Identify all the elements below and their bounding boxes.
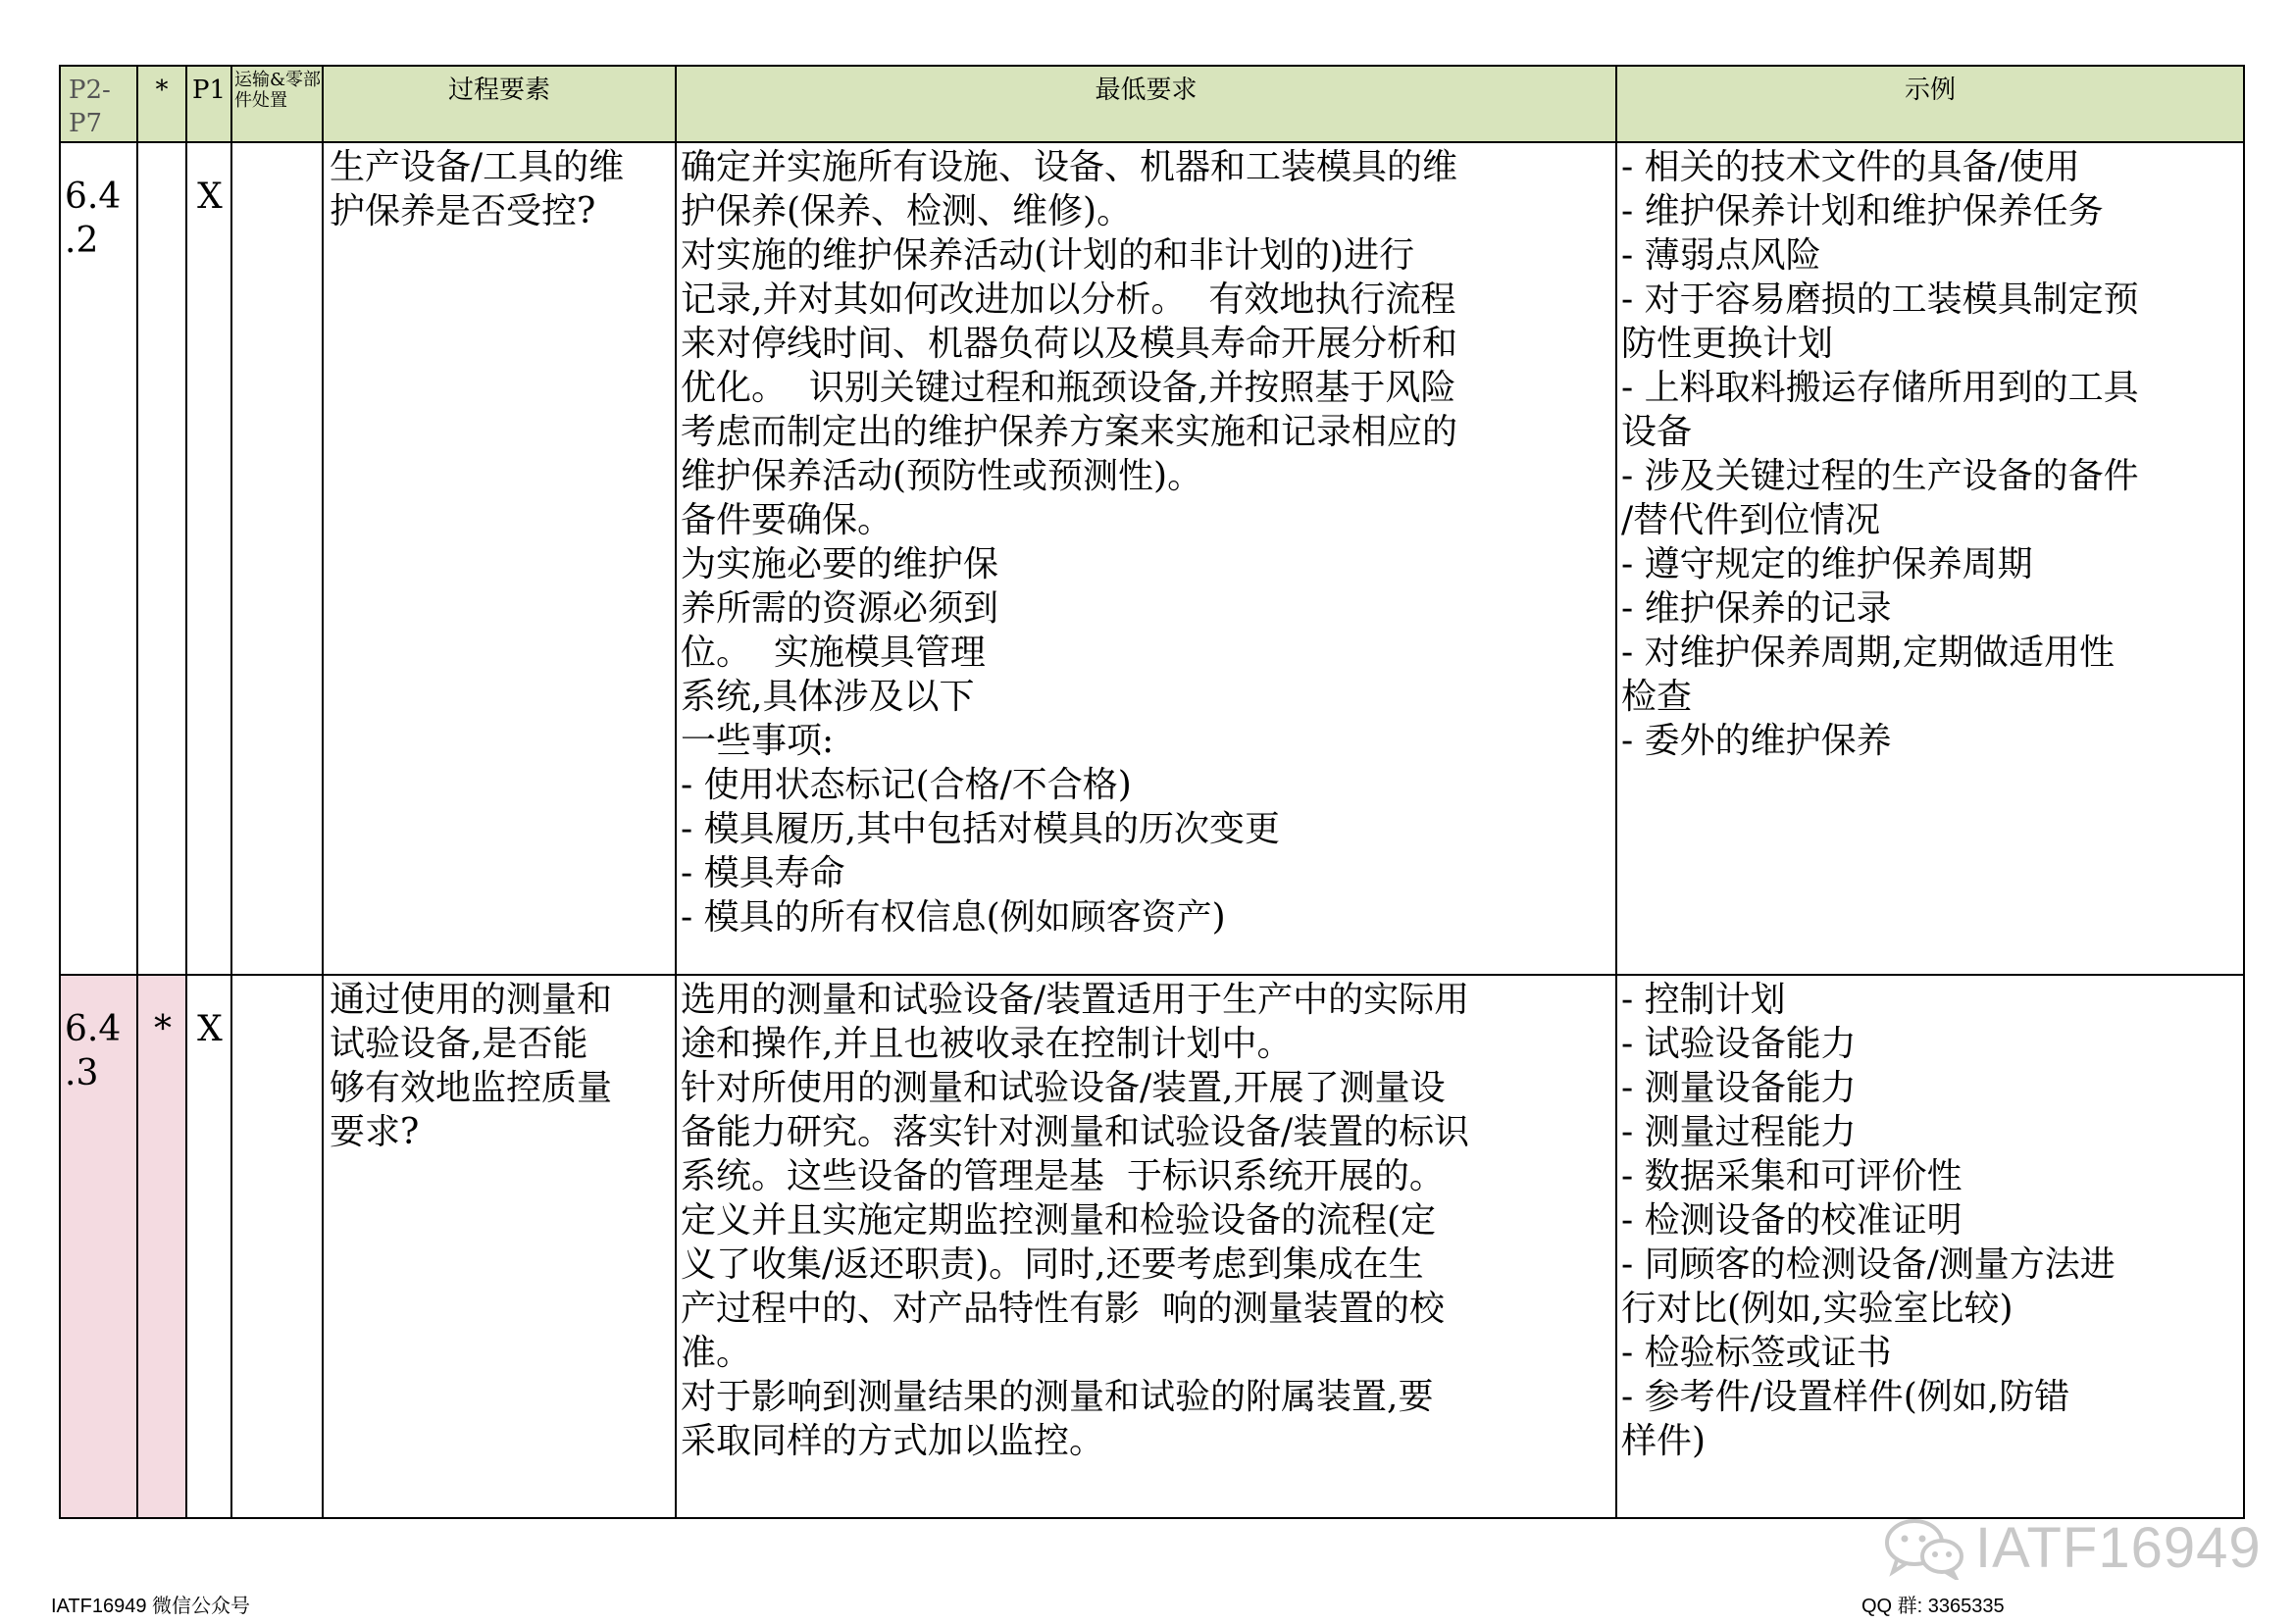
row-star: * bbox=[137, 975, 186, 1518]
row-min-requirements: 选用的测量和试验设备/装置适用于生产中的实际用 途和操作,并且也被收录在控制计划中。 针对所使用的测量和试验设备/装置,开展了测量设 备能力研究。落实针对测量和试验设备/装置的标识 系统。这些设备的管理是基 于标识系统开展的。 定义并且实施定期监控测量和检验设备的流程(定 义了收集/返还职责)。同时,还要考虑到集成在生 产过程中的、对产品特性有影 响的测量装置的校 准。 对于影响到测量结果的测量和试验的附属装置,要 采取同样的方式加以监控。 bbox=[676, 975, 1616, 1518]
header-examples: 示例 bbox=[1616, 66, 2244, 142]
requirements-table bbox=[59, 65, 2245, 1519]
header-star: * bbox=[137, 66, 186, 142]
row-transport bbox=[231, 975, 323, 1518]
watermark bbox=[1883, 1515, 2262, 1581]
row-process: 生产设备/工具的维 护保养是否受控? bbox=[323, 142, 676, 975]
header-p2-p7: P2-P7 bbox=[60, 66, 137, 142]
row-id: 6.4 .2 bbox=[60, 142, 137, 975]
row-examples: - 控制计划 - 试验设备能力 - 测量设备能力 - 测量过程能力 - 数据采集和可评价性 - 检测设备的校准证明 - 同顾客的检测设备/测量方法进 行对比(例如,实验室比较) - 检验标签或证书 - 参考件/设置样件(例如,防错 样件) bbox=[1616, 975, 2244, 1518]
row-transport bbox=[231, 142, 323, 975]
row-p1: X bbox=[186, 142, 231, 975]
header-p1: P1 bbox=[186, 66, 231, 142]
header-transport: 运输&零部件处置 bbox=[231, 66, 323, 142]
header-process: 过程要素 bbox=[323, 66, 676, 142]
header-min-requirements: 最低要求 bbox=[676, 66, 1616, 142]
row-star bbox=[137, 142, 186, 975]
table-row bbox=[60, 142, 2244, 975]
footer-left-text: IATF16949 微信公众号 bbox=[51, 1596, 251, 1617]
row-min-requirements: 确定并实施所有设施、设备、机器和工装模具的维 护保养(保养、检测、维修)。 对实施的维护保养活动(计划的和非计划的)进行 记录,并对其如何改进加以分析。 有效地执行流程 来对停线时间、机器负荷以及模具寿命开展分析和 优化。 识别关键过程和瓶颈设备,并按照基于风险 考虑而制定出的维护保养方案来实施和记录相应的 维护保养活动(预防性或预测性)。 备件要确保。 为实施必要的维护保 养所需的资源必须到 位。 实施模具管理 系统,具体涉及以下 一些事项: - 使用状态标记(合格/不合格) - 模具履历,其中包括对模具的历次变更 - 模具寿命 - 模具的所有权信息(例如顾客资产) bbox=[676, 142, 1616, 975]
wechat-icon bbox=[1883, 1517, 1965, 1580]
row-id: 6.4 .3 bbox=[60, 975, 137, 1518]
header-row bbox=[60, 66, 2244, 142]
row-examples: - 相关的技术文件的具备/使用 - 维护保养计划和维护保养任务 - 薄弱点风险 - 对于容易磨损的工装模具制定预 防性更换计划 - 上料取料搬运存储所用到的工具 设备 - 涉及关键过程的生产设备的备件 /替代件到位情况 - 遵守规定的维护保养周期 - 维护保养的记录 - 对维护保养周期,定期做适用性 检查 - 委外的维护保养 bbox=[1616, 142, 2244, 975]
watermark-text: IATF16949 bbox=[1975, 1516, 2262, 1580]
row-p1: X bbox=[186, 975, 231, 1518]
table-row bbox=[60, 975, 2244, 1518]
footer-right-text: QQ 群: 3365335 bbox=[1861, 1596, 2005, 1617]
row-process: 通过使用的测量和 试验设备,是否能 够有效地监控质量 要求? bbox=[323, 975, 676, 1518]
